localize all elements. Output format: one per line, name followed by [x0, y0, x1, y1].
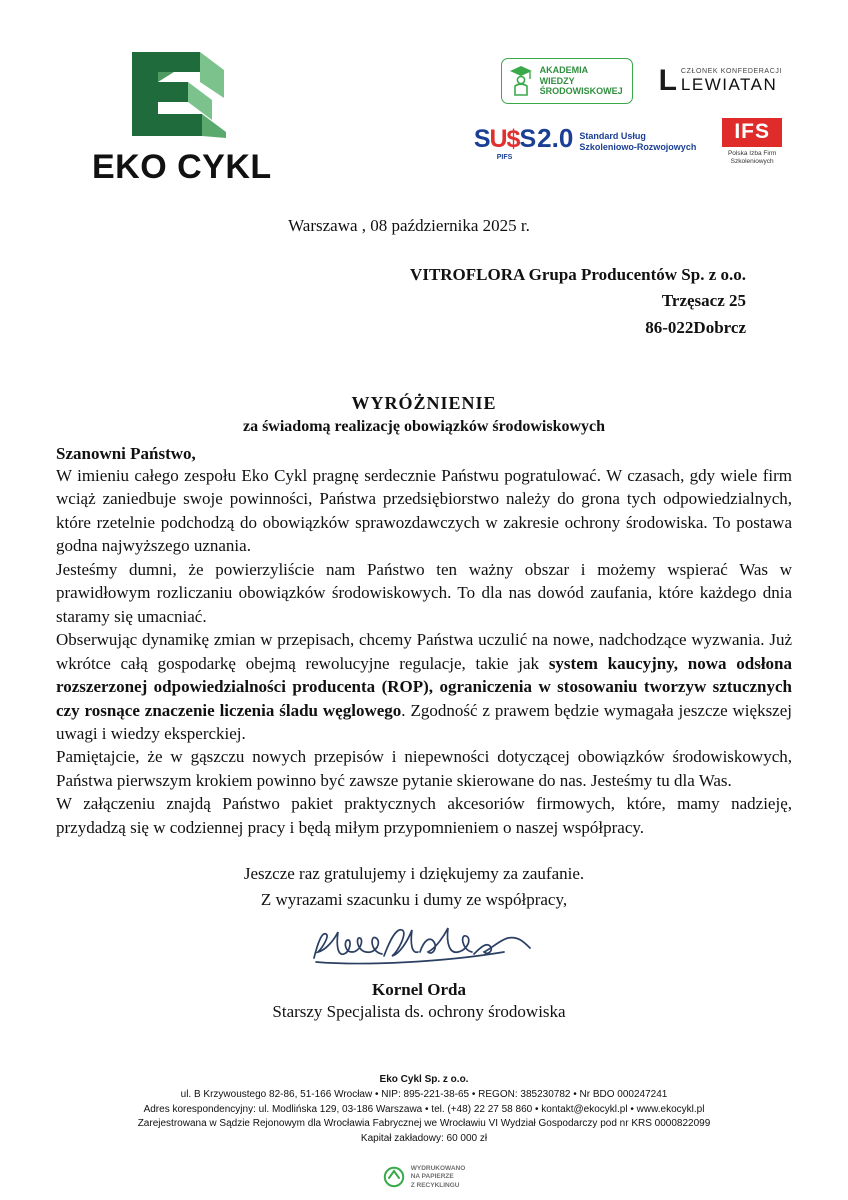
salutation: Szanowni Państwo, [56, 444, 196, 464]
title-block [56, 393, 792, 436]
closing-block [56, 861, 792, 912]
document-footer [0, 1074, 848, 1146]
akademia-line-3: ŚRODOWISKOWEJ [539, 86, 623, 97]
document-title: WYRÓŻNIENIE [351, 393, 497, 414]
paragraph-1: W imieniu całego zespołu Eko Cykl pragnę serdecznie Państwu pogratulować. W czasach, gdy wiele firm wciąż zaniedbuje swoje powinności, Państwa przedsiębiorstwo należy do grona tych odpowiedzialnych, które rzetelnie podchodzą do obowiązków sprawozdawczych w zakresie ochrony środowiska. To postawa godna najwyższego uznania. [56, 466, 792, 556]
company-logo [56, 40, 272, 187]
ifs-label: IFS [722, 118, 782, 147]
sus-sub-line-1: Standard Usług [579, 131, 646, 142]
lewiatan-badge [658, 64, 782, 98]
lewiatan-name: LEWIATAN [680, 74, 778, 94]
document-subtitle: za świadomą realizację obowiązków środowiskowych [242, 418, 606, 436]
addressee-line-3: 86-022Dobrcz [645, 317, 746, 337]
addressee-block [56, 262, 792, 341]
addressee-line-2: Trzęsacz 25 [661, 291, 746, 311]
letter-body [56, 464, 792, 839]
ifs-badge [722, 118, 782, 166]
certification-row-top [501, 58, 782, 104]
akademia-line-2: WIEDZY [539, 75, 575, 86]
closing-line-1: Jeszcze raz gratulujemy i dziękujemy za zaufanie. [243, 864, 585, 884]
lewiatan-caption: CZŁONEK KONFEDERACJI [680, 67, 782, 75]
certification-row-bottom [474, 118, 782, 166]
sus-sub-line-2: Szkoleniowo-Rozwojowych [579, 142, 697, 153]
lewiatan-mark-icon: L [658, 64, 674, 98]
sus-pifs-label: PIFS [496, 154, 513, 162]
signer-name: Kornel Orda [372, 980, 466, 1000]
handwritten-signature-image [56, 918, 782, 972]
paragraph-4: Pamiętajcie, że w gąszczu nowych przepisów i niepewności dotyczącej obowiązków środowiskowych, Państwa pierwszym krokiem powinno być zawsze pytanie skierowane do nas. Jesteśmy tu dla Was. [56, 747, 792, 790]
akademia-line-1: AKADEMIA [539, 65, 589, 76]
footer-line-1: ul. B Krzywoustego 82-86, 51-166 Wrocław • NIP: 895-221-38-65 • REGON: 385230782 • Nr BDO 000247241 [180, 1089, 668, 1100]
footer-line-3: Zarejestrowana w Sądzie Rejonowym dla Wrocławia Fabrycznej we Wrocławiu VI Wydział Gospodarczy pod nr KRS 0000822099 [137, 1118, 711, 1129]
sus-word: SU$S [473, 125, 536, 154]
sus-2-0-badge [474, 123, 697, 161]
paragraph-3-part-1: Obserwując dynamikę zmian w przepisach, chcemy Państwa uczulić na nowe, nadchodzące wyzwania. Już wkrótce całą gospodarkę obejmą rewolucyjne regulacje, takie jak [56, 630, 792, 673]
ifs-caption-line-1: Polska Izba Firm [727, 150, 777, 157]
footer-company-name: Eko Cykl Sp. z o.o. [379, 1074, 469, 1085]
recycled-paper-notice [0, 1165, 848, 1190]
akademia-wiedzy-srodowiskowej-badge [501, 58, 633, 104]
paragraph-3 [56, 628, 792, 745]
graduate-icon [508, 64, 534, 98]
paragraph-3-emphasis: system kaucyjny, nowa odsłona rozszerzonej odpowiedzialności producenta (ROP), ograniczenia w stosowaniu tworzyw sztucznych czy rosnące znaczenie liczenia śladu węglowego [56, 653, 792, 720]
ifs-caption-line-2: Szkoleniowych [730, 158, 774, 166]
addressee-line-1: VITROFLORA Grupa Producentów Sp. z o.o. [410, 265, 746, 284]
sus-version: 2.0 [537, 123, 574, 154]
recycle-line-3: Z RECYKLINGU [410, 1181, 460, 1189]
signer-role: Starszy Specjalista ds. ochrony środowiska [272, 1002, 566, 1022]
certification-logos [474, 40, 792, 166]
paragraph-2: Jesteśmy dumni, że powierzyliście nam Państwo ten ważny obszar i możemy wspierać Was w prawidłowym rozliczaniu obowiązków środowiskowych. To dla nas dowód zaufania, które każdego dnia staramy się umacniać. [56, 559, 792, 626]
recycle-icon [383, 1166, 405, 1188]
recycle-line-1: WYDRUKOWANO [410, 1164, 466, 1172]
closing-line-2: Z wyrazami szacunku i dumy ze współpracy, [260, 889, 568, 909]
paragraph-3-part-2: . Zgodność z prawem będzie wymagała jeszcze większej uwagi i wiedzy eksperckiej. [56, 700, 792, 744]
footer-line-2: Adres korespondencyjny: ul. Modlińska 129, 03-186 Warszawa • tel. (+48) 22 27 58 860 • kontakt@ekocykl.pl • www.ekocykl.pl [143, 1103, 705, 1115]
footer-line-4: Kapitał zakładowy: 60 000 zł [360, 1132, 488, 1144]
place-and-date: Warszawa , 08 października 2025 r. [288, 216, 530, 235]
eko-cykl-mark-icon [122, 46, 242, 142]
recycle-line-2: NA PAPIERZE [410, 1173, 454, 1181]
document-header [56, 40, 792, 190]
company-name: EKO CYKL [92, 148, 272, 186]
paragraph-5: W załączeniu znajdą Państwo pakiet praktycznych akcesoriów firmowych, które, mamy nadzieję, przydadzą się w codziennej pracy i będą miłym przypomnieniem o naszej współpracy. [56, 794, 792, 837]
signature-block [56, 918, 792, 1022]
